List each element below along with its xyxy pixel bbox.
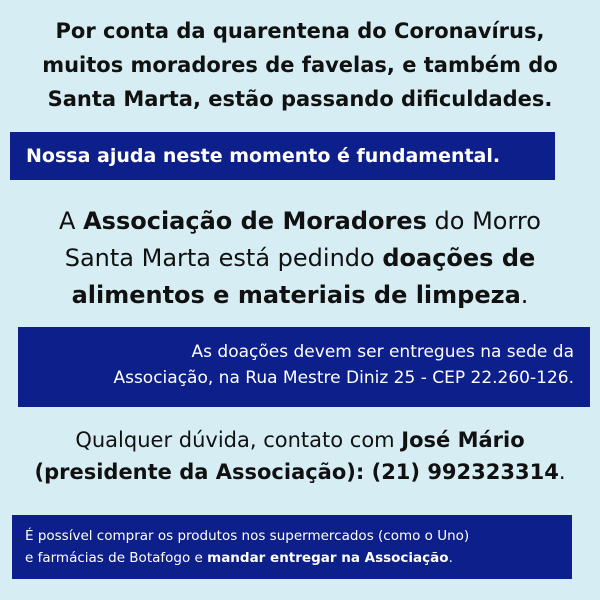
appeal-emphasis-1: doações de — [382, 244, 536, 272]
contact-text — [0, 424, 600, 488]
appeal-line-1 — [0, 203, 600, 240]
appeal-emphasis-2: alimentos e materiais de limpeza — [71, 281, 521, 309]
help-banner — [10, 132, 555, 180]
purchase-line-2-bold: mandar entregar na Associação — [207, 550, 449, 566]
contact-suffix: . — [558, 460, 566, 484]
contact-prefix: Qualquer dúvida, contato com — [75, 428, 402, 452]
delivery-line-1: As doações devem ser entregues na sede da — [191, 342, 574, 362]
association-name: Associação de Moradores — [83, 207, 427, 235]
appeal-middle: do Morro — [426, 207, 541, 235]
delivery-banner — [18, 327, 590, 407]
appeal-line-2-plain: Santa Marta está pedindo — [64, 244, 383, 272]
purchase-banner — [12, 515, 572, 579]
appeal-prefix: A — [59, 207, 84, 235]
purchase-line-2 — [25, 547, 469, 569]
appeal-line-3 — [0, 277, 600, 314]
contact-name: José Mário — [401, 428, 525, 452]
contact-line-1 — [0, 424, 600, 456]
appeal-text — [0, 203, 600, 314]
purchase-line-1: É possível comprar os produtos nos supermercados (como o Uno) — [25, 528, 470, 544]
purchase-line-2-plain: e farmácias de Botafogo e — [25, 550, 208, 566]
intro-text — [0, 14, 600, 116]
appeal-line-2 — [0, 240, 600, 277]
contact-line-2 — [0, 456, 600, 488]
purchase-banner-text — [25, 525, 469, 569]
appeal-suffix: . — [520, 281, 529, 309]
intro-line-3: Santa Marta, estão passando dificuldades. — [47, 87, 553, 111]
delivery-banner-text — [113, 339, 574, 391]
intro-line-1: Por conta da quarentena do Coronavírus, — [55, 19, 545, 43]
purchase-line-2-suffix: . — [448, 550, 453, 566]
help-banner-text: Nossa ajuda neste momento é fundamental. — [26, 145, 501, 167]
intro-line-2: muitos moradores de favelas, e também do — [42, 53, 558, 77]
delivery-line-2: Associação, na Rua Mestre Diniz 25 - CEP 22.260-126. — [113, 368, 574, 388]
contact-phone: (presidente da Associação): (21) 992323314 — [34, 460, 559, 484]
